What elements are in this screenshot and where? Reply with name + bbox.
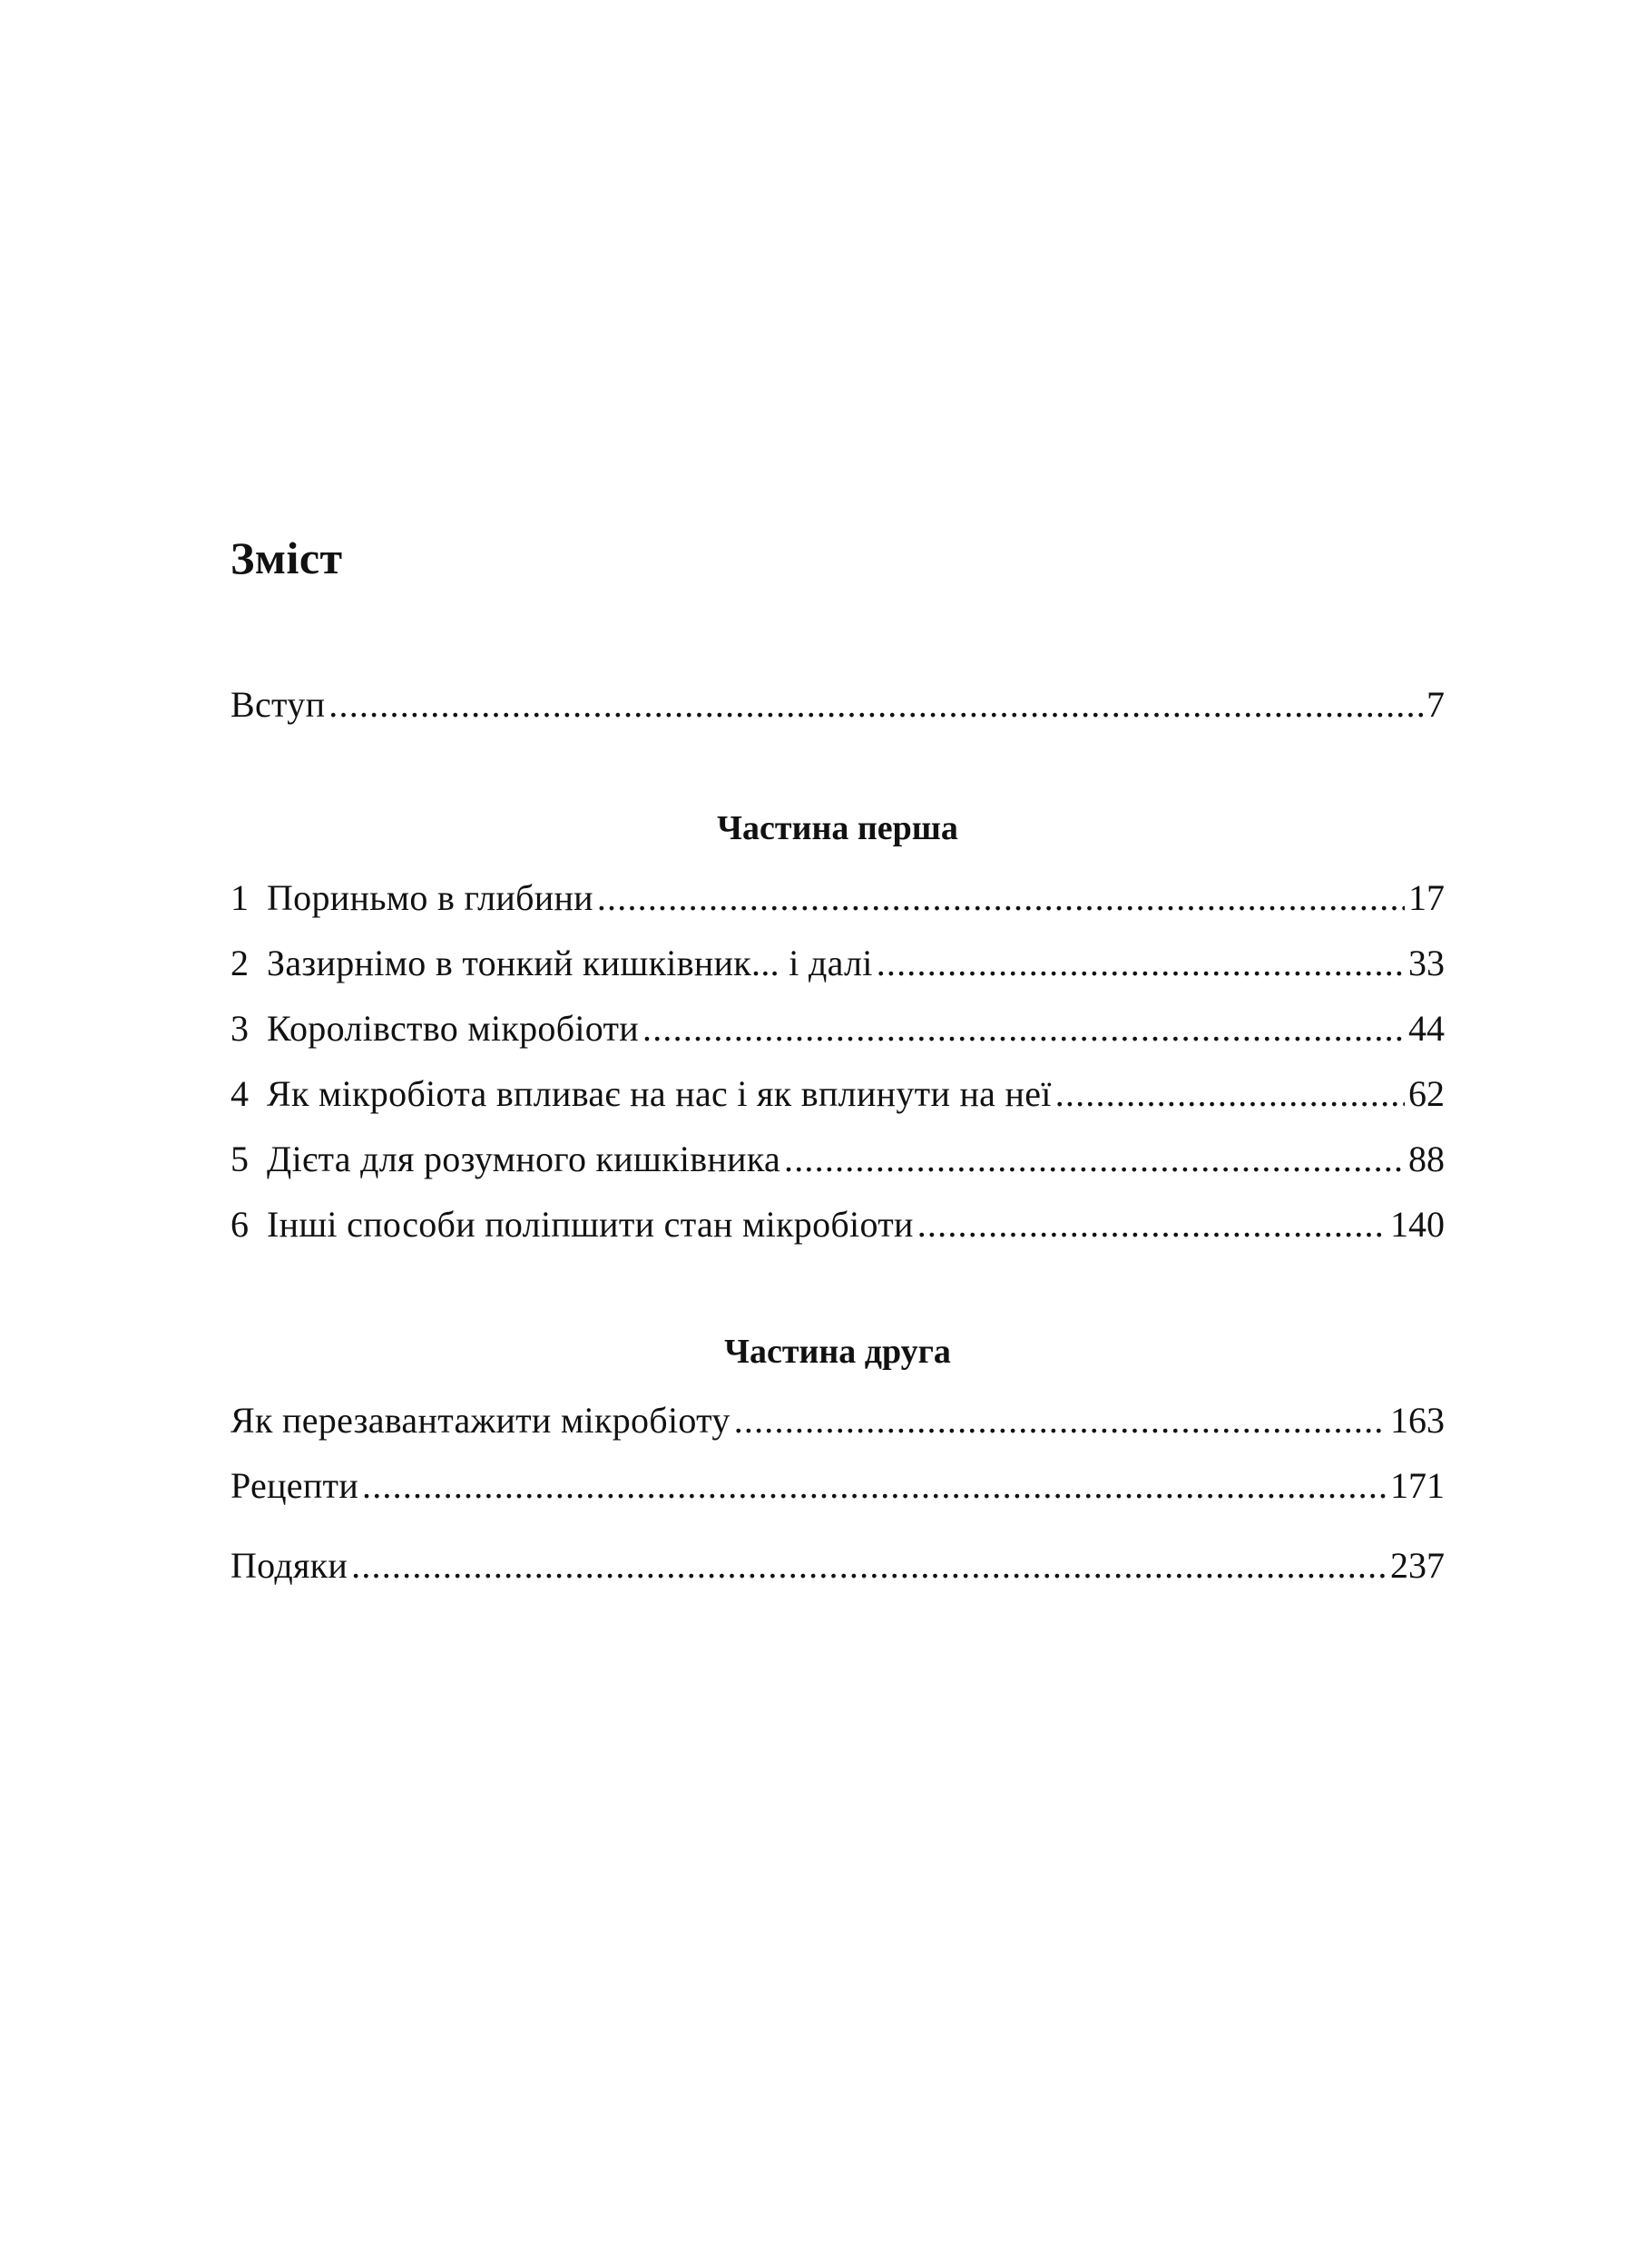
toc-entry-label: Подяки (230, 1545, 348, 1586)
toc-entry-number: 4 (230, 1073, 249, 1114)
toc-entry-page: 237 (1390, 1545, 1445, 1586)
toc-entry-label: Пориньмо в глибини (267, 877, 593, 918)
toc-entry-label: Зазирнімо в тонкий кишківник... і далі (267, 943, 873, 983)
part-two-heading: Частина друга (724, 1333, 951, 1371)
dot-leader (351, 1543, 1387, 1589)
dot-leader (642, 1006, 1405, 1051)
dot-leader (597, 875, 1405, 921)
toc-entry-label: Як мікробіота впливає на нас і як вплинути на неї (267, 1073, 1052, 1114)
toc-entry-chapter-5[interactable] (230, 1137, 1445, 1182)
toc-entry-chapter-2[interactable] (230, 941, 1445, 986)
toc-entry-page: 33 (1408, 943, 1445, 983)
page-title: Зміст (230, 533, 343, 583)
toc-entry-number: 3 (230, 1008, 249, 1049)
dot-leader (784, 1137, 1405, 1182)
dot-leader (877, 941, 1405, 986)
toc-entry-reset-microbiota[interactable] (230, 1398, 1445, 1443)
toc-entry-page: 17 (1408, 877, 1445, 918)
dot-leader (328, 682, 1423, 728)
toc-entry-number: 1 (230, 877, 249, 918)
dot-leader (734, 1398, 1387, 1443)
toc-entry-page: 62 (1408, 1073, 1445, 1114)
toc-entry-page: 7 (1426, 684, 1445, 725)
toc-entry-number: 2 (230, 943, 249, 983)
toc-entry-number: 6 (230, 1204, 249, 1245)
toc-entry-chapter-1[interactable] (230, 875, 1445, 921)
toc-entry-label: Дієта для розумного кишківника (267, 1139, 781, 1179)
toc-entry-page: 44 (1408, 1008, 1445, 1049)
toc-entry-page: 163 (1390, 1400, 1445, 1441)
toc-entry-label: Королівство мікробіоти (267, 1008, 640, 1049)
toc-entry-page: 171 (1390, 1465, 1445, 1506)
toc-entry-chapter-4[interactable] (230, 1071, 1445, 1117)
toc-entry-number: 5 (230, 1139, 249, 1179)
toc-entry-label: Вступ (230, 684, 326, 725)
toc-entry-chapter-3[interactable] (230, 1006, 1445, 1051)
toc-entry-chapter-6[interactable] (230, 1202, 1445, 1247)
toc-entry-intro[interactable] (230, 682, 1445, 728)
toc-entry-label: Інші способи поліпшити стан мікробіоти (267, 1204, 914, 1245)
dot-leader (362, 1463, 1387, 1509)
part-one-heading: Частина перша (717, 809, 958, 847)
dot-leader (917, 1202, 1387, 1247)
toc-entry-page: 88 (1408, 1139, 1445, 1179)
toc-entry-recipes[interactable] (230, 1463, 1445, 1509)
dot-leader (1055, 1071, 1405, 1117)
toc-entry-acknowledgements[interactable] (230, 1543, 1445, 1589)
toc-entry-page: 140 (1390, 1204, 1445, 1245)
toc-entry-label: Як перезавантажити мікробіоту (230, 1400, 730, 1441)
toc-entry-label: Рецепти (230, 1465, 359, 1506)
